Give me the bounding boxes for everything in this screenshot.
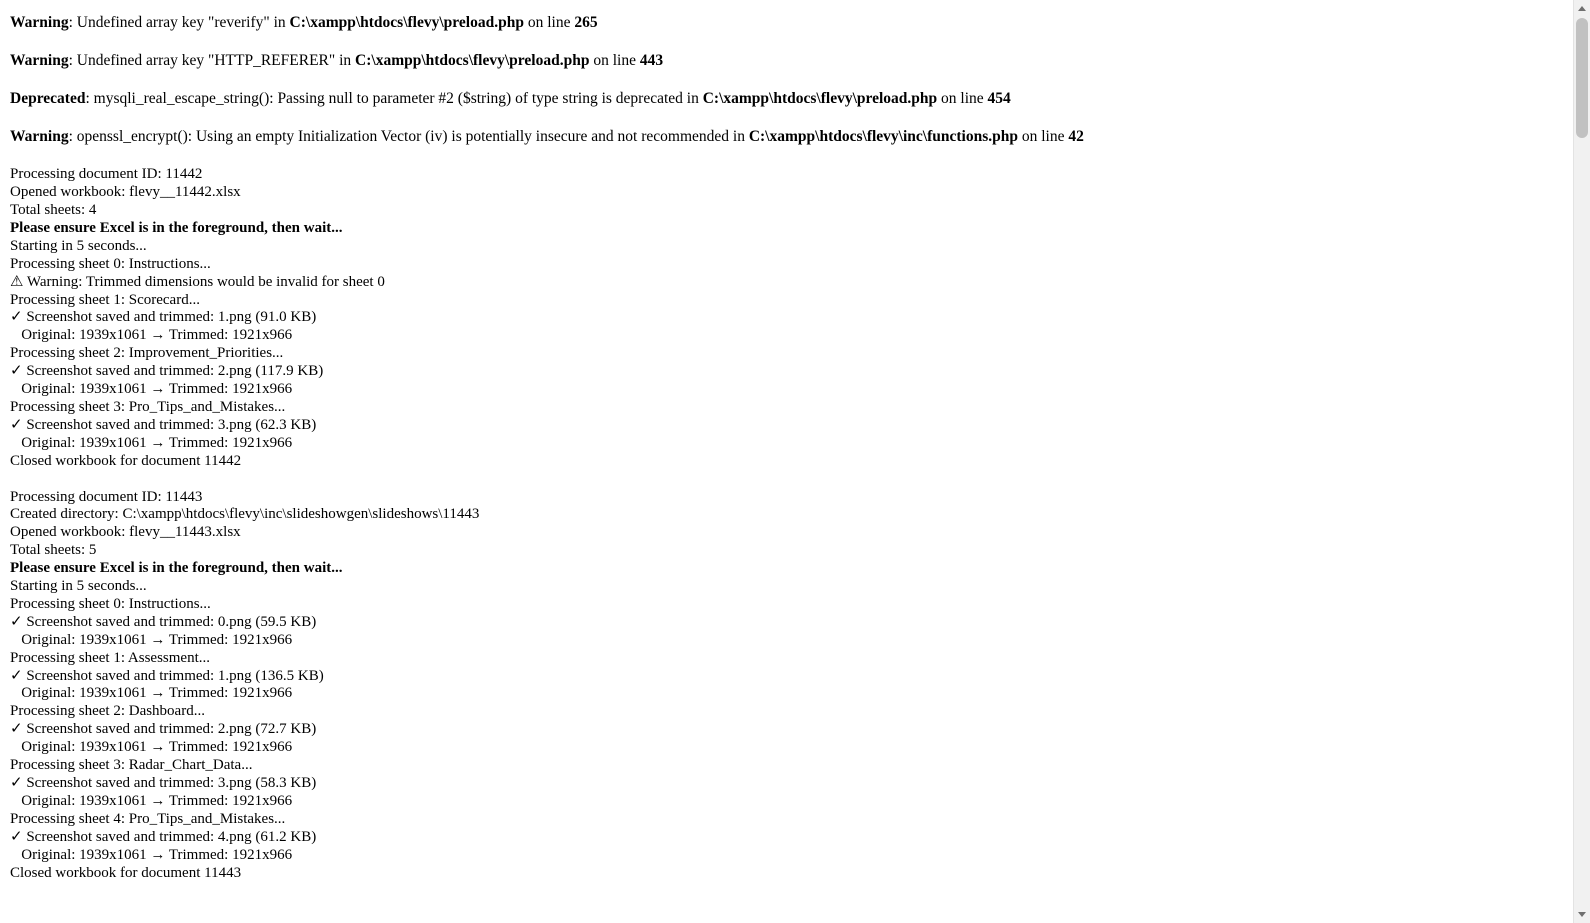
console-line: Processing sheet 1: Assessment... bbox=[10, 649, 210, 666]
console-line: Starting in 5 seconds... bbox=[10, 578, 147, 595]
console-line: Closed workbook for document 11443 bbox=[10, 864, 242, 881]
console-line: Processing sheet 0: Instructions... bbox=[10, 595, 211, 612]
console-line: Processing sheet 1: Scorecard... bbox=[10, 291, 200, 308]
php-notice-file: C:\xampp\htdocs\flevy\preload.php bbox=[702, 90, 938, 108]
console-line: Please ensure Excel is in the foreground, then wait... bbox=[10, 219, 343, 236]
console-line: Starting in 5 seconds... bbox=[10, 237, 147, 254]
console-line: ✓ Screenshot saved and trimmed: 2.png (72.7 KB) bbox=[10, 721, 317, 738]
php-notice bbox=[10, 14, 1563, 31]
php-notice-line-label: on line bbox=[937, 90, 988, 108]
console-line: Original: 1939x1061 → Trimmed: 1921x966 bbox=[10, 631, 293, 648]
console-line: ✓ Screenshot saved and trimmed: 4.png (61.2 KB) bbox=[10, 828, 317, 845]
php-notice-message: : Undefined array key "reverify" in bbox=[68, 14, 290, 31]
console-line: Total sheets: 5 bbox=[10, 542, 97, 559]
console-line: Processing sheet 4: Pro_Tips_and_Mistakes... bbox=[10, 810, 286, 827]
console-line: Created directory: C:\xampp\htdocs\flevy\inc\slideshowgen\slideshows\11443 bbox=[10, 506, 480, 523]
console-line: Original: 1939x1061 → Trimmed: 1921x966 bbox=[10, 792, 293, 809]
console-line: ✓ Screenshot saved and trimmed: 1.png (136.5 KB) bbox=[10, 667, 324, 684]
php-notice-file: C:\xampp\htdocs\flevy\preload.php bbox=[355, 52, 590, 70]
console-line: Original: 1939x1061 → Trimmed: 1921x966 bbox=[10, 739, 293, 756]
php-notice-message: : openssl_encrypt(): Using an empty Initialization Vector (iv) is potentially insecure and not recommended in bbox=[68, 128, 749, 146]
php-notice-line-label: on line bbox=[1017, 128, 1069, 146]
scroll-up-arrow-icon bbox=[1578, 6, 1586, 11]
console-line: Processing sheet 3: Radar_Chart_Data... bbox=[10, 757, 253, 774]
console-line: Processing document ID: 11443 bbox=[10, 488, 203, 505]
scrollbar-thumb[interactable] bbox=[1576, 18, 1588, 138]
console-line: ✓ Screenshot saved and trimmed: 0.png (59.5 KB) bbox=[10, 613, 317, 630]
php-notice-level: Warning bbox=[10, 52, 69, 70]
php-notice-line-label: on line bbox=[589, 52, 640, 70]
scroll-down-arrow-icon bbox=[1578, 912, 1586, 917]
php-notice-message: : mysqli_real_escape_string(): Passing null to parameter #2 ($string) of type string is deprecated in bbox=[85, 90, 703, 108]
php-notice-level: Warning bbox=[10, 14, 69, 31]
console-line: Please ensure Excel is in the foreground, then wait... bbox=[10, 560, 343, 577]
console-line: ✓ Screenshot saved and trimmed: 3.png (58.3 KB) bbox=[10, 775, 317, 791]
console-line: Original: 1939x1061 → Trimmed: 1921x966 bbox=[10, 327, 293, 344]
console-line: Total sheets: 4 bbox=[10, 202, 97, 218]
console-line: Processing sheet 2: Improvement_Priorities... bbox=[10, 345, 284, 362]
console-line: Original: 1939x1061 → Trimmed: 1921x966 bbox=[10, 381, 293, 398]
console-line: Processing sheet 0: Instructions... bbox=[10, 255, 211, 272]
console-line: Opened workbook: flevy__11442.xlsx bbox=[10, 184, 241, 201]
php-notice-line-number: 265 bbox=[574, 14, 598, 31]
php-notice bbox=[10, 128, 1563, 145]
console-line: ✓ Screenshot saved and trimmed: 3.png (62.3 KB) bbox=[10, 416, 317, 433]
php-notice bbox=[10, 52, 1563, 69]
php-notice-list bbox=[10, 14, 1563, 145]
scroll-down-button[interactable] bbox=[1574, 906, 1590, 923]
php-notice-file: C:\xampp\htdocs\flevy\preload.php bbox=[289, 14, 524, 31]
console-output bbox=[10, 166, 1563, 882]
console-line: Processing sheet 3: Pro_Tips_and_Mistakes... bbox=[10, 398, 286, 415]
php-notice-level: Deprecated bbox=[10, 90, 86, 108]
php-notice bbox=[10, 90, 1563, 107]
php-notice-file: C:\xampp\htdocs\flevy\inc\functions.php bbox=[748, 128, 1018, 146]
php-notice-line-number: 443 bbox=[639, 52, 664, 70]
console-line: Original: 1939x1061 → Trimmed: 1921x966 bbox=[10, 434, 293, 451]
console-line: Original: 1939x1061 → Trimmed: 1921x966 bbox=[10, 846, 293, 863]
console-line: Opened workbook: flevy__11443.xlsx bbox=[10, 524, 241, 541]
console-line: ⚠ Warning: Trimmed dimensions would be invalid for sheet 0 bbox=[10, 273, 385, 290]
vertical-scrollbar[interactable] bbox=[1573, 0, 1590, 923]
console-line: ✓ Screenshot saved and trimmed: 2.png (117.9 KB) bbox=[10, 363, 324, 380]
php-notice-level: Warning bbox=[10, 128, 69, 146]
console-line: ✓ Screenshot saved and trimmed: 1.png (91.0 KB) bbox=[10, 309, 317, 326]
console-line: Closed workbook for document 11442 bbox=[10, 452, 242, 469]
scroll-up-button[interactable] bbox=[1574, 0, 1590, 17]
console-line: Processing sheet 2: Dashboard... bbox=[10, 703, 205, 720]
console-line: Processing document ID: 11442 bbox=[10, 166, 203, 183]
php-notice-line-label: on line bbox=[523, 14, 575, 31]
php-notice-line-number: 454 bbox=[987, 90, 1011, 108]
php-notice-message: : Undefined array key "HTTP_REFERER" in bbox=[68, 52, 356, 70]
console-line: Original: 1939x1061 → Trimmed: 1921x966 bbox=[10, 685, 293, 702]
php-notice-line-number: 42 bbox=[1068, 128, 1084, 146]
